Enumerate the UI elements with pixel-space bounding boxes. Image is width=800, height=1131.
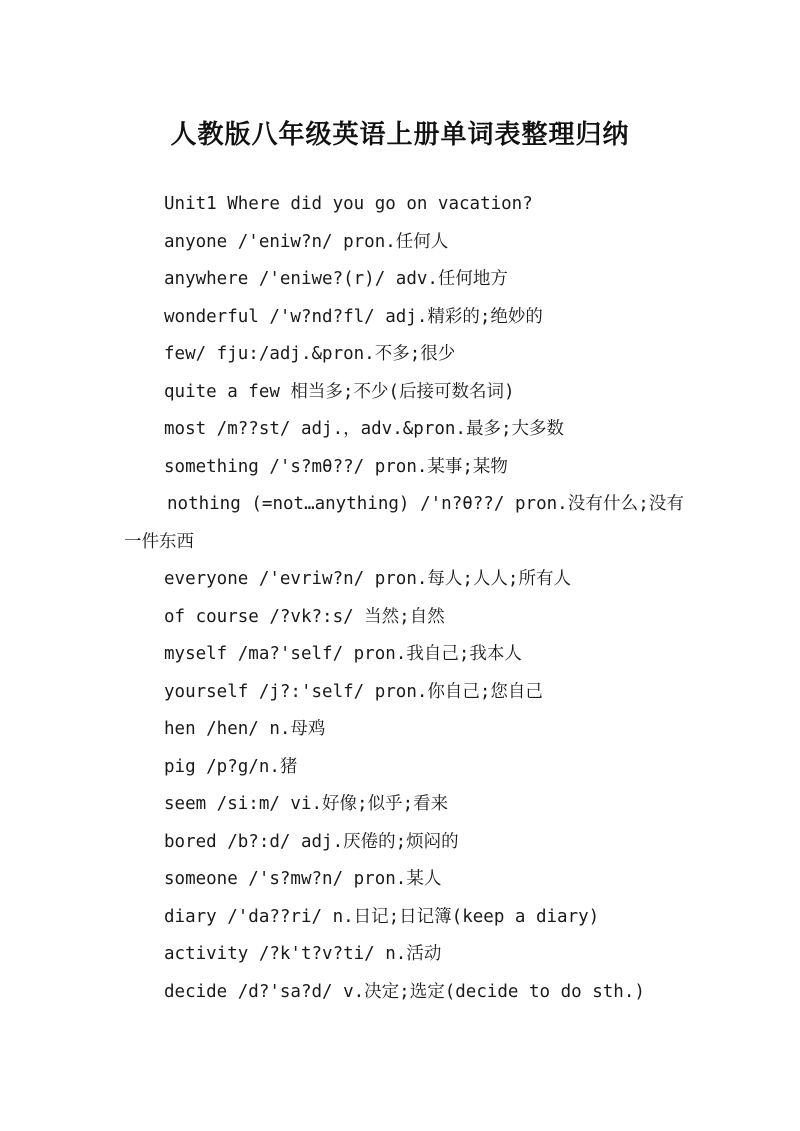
word-entry-myself: myself /ma?'self/ pron.我自己;我本人	[164, 644, 522, 664]
word-entry-seem: seem /si:m/ vi.好像;似乎;看来	[164, 794, 449, 814]
unit-heading: Unit1 Where did you go on vacation?	[164, 194, 533, 214]
word-entry-hen: hen /hen/ n.母鸡	[164, 719, 326, 739]
word-entry-activity: activity /?k't?v?ti/ n.活动	[164, 944, 442, 964]
word-entry-of-course: of course /?vk?:s/ 当然;自然	[164, 606, 445, 627]
word-list	[124, 186, 684, 1011]
word-entry-something: something /'s?mθ??/ pron.某事;某物	[164, 456, 508, 477]
word-entry-most: most /m??st/ adj.，adv.&pron.最多;大多数	[164, 419, 565, 439]
word-entry-pig: pig /p?g/n.猪	[164, 756, 298, 777]
word-entry-bored: bored /b?:d/ adj.厌倦的;烦闷的	[164, 831, 459, 852]
word-entry-anyone: anyone /'eniw?n/ pron.任何人	[164, 231, 449, 252]
word-entry-wonderful: wonderful /'w?nd?fl/ adj.精彩的;绝妙的	[164, 306, 543, 327]
word-entry-nothing: nothing (=not…anything) /'n?θ??/ pron.没有什么;没有一件东西	[124, 494, 684, 552]
word-entry-everyone: everyone /'evriw?n/ pron.每人;人人;所有人	[164, 569, 571, 589]
word-entry-anywhere: anywhere /'eniwe?(r)/ adv.任何地方	[164, 269, 508, 289]
word-entry-decide: decide /d?'sa?d/ v.决定;选定(decide to do sth.)	[164, 981, 645, 1002]
word-entry-quite-a-few: quite a few 相当多;不少(后接可数名词)	[164, 381, 515, 402]
word-entry-yourself: yourself /j?:'self/ pron.你自己;您自己	[164, 681, 543, 702]
page-title: 人教版八年级英语上册单词表整理归纳	[170, 120, 630, 151]
word-entry-someone: someone /'s?mw?n/ pron.某人	[164, 869, 442, 889]
word-entry-few: few/ fju:/adj.&pron.不多;很少	[164, 344, 456, 364]
word-entry-diary: diary /'da??ri/ n.日记;日记簿(keep a diary)	[164, 906, 600, 927]
